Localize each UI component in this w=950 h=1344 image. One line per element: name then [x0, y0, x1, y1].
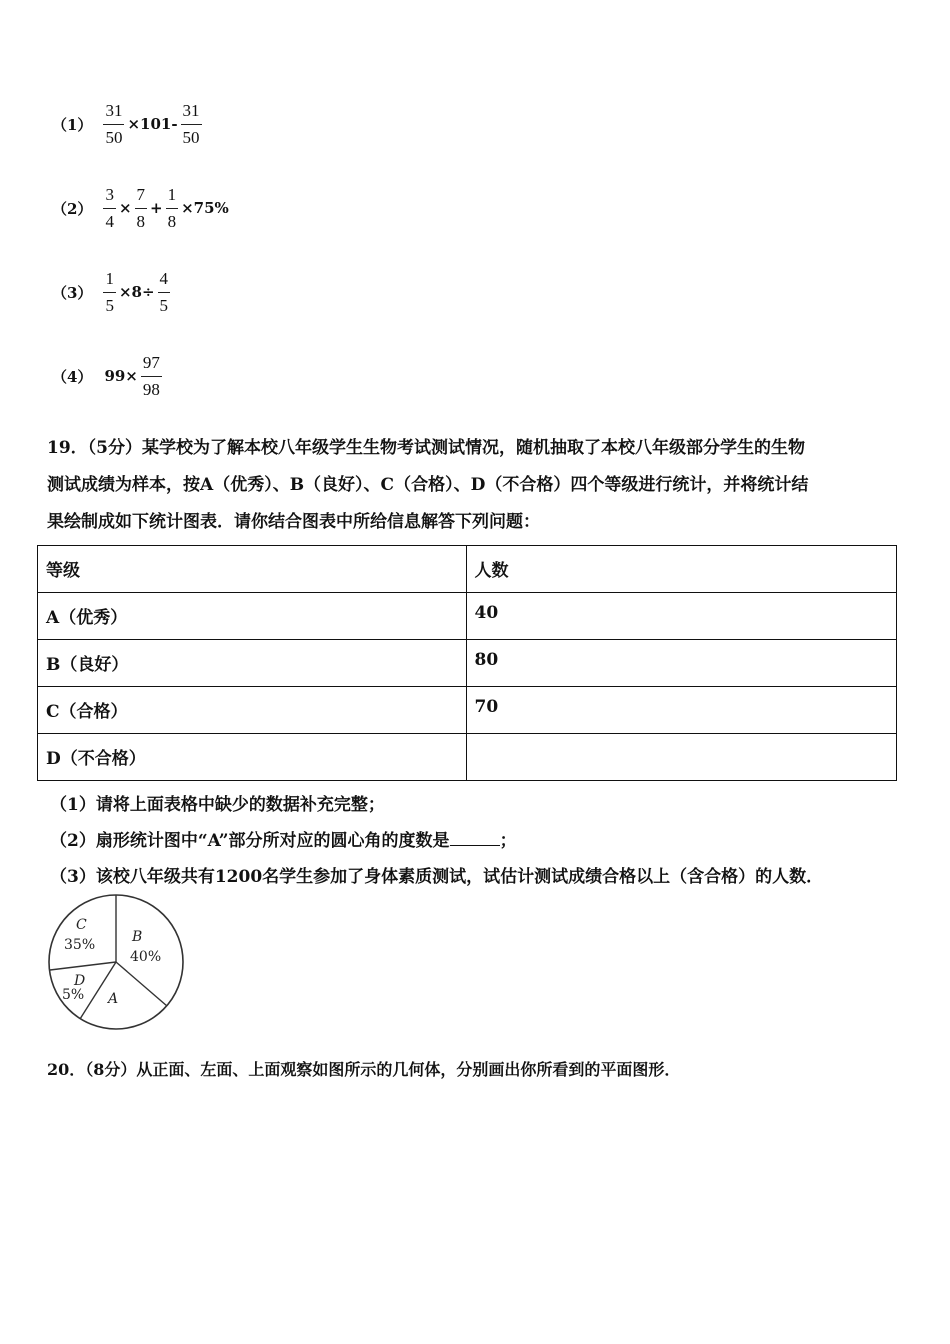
problem-3-label: （3）	[52, 283, 93, 302]
fraction: $\frac{1}{8}$	[167, 185, 177, 231]
sub-question-2-text: （2）扇形统计图中“A”部分所对应的圆心角的度数是	[50, 831, 450, 851]
pie-chart	[44, 893, 189, 1038]
pie-label-d: D	[74, 973, 86, 989]
fraction: $\frac{1}{5}$	[105, 269, 114, 315]
problem-2	[52, 186, 231, 230]
operator: +	[150, 199, 163, 217]
problem-4-label: （4）	[52, 367, 93, 386]
pie-pct-c: 35%	[64, 937, 96, 953]
question-19-line-2: 测试成绩为样本，按A（优秀）、B（良好）、C（合格）、D（不合格）四个等级进行统计，并将统计结	[47, 475, 809, 495]
table-cell: 70	[466, 687, 897, 734]
fraction: $\frac{4}{5}$	[159, 269, 169, 315]
problem-2-label: （2）	[52, 199, 93, 218]
pie-label-a: A	[108, 991, 119, 1007]
pie-pct-d: 5%	[62, 987, 85, 1003]
fraction: $\frac{97}{98}$	[142, 353, 160, 399]
question-20-text: 20．（8分）从正面、左面、上面观察如图所示的几何体，分别画出你所看到的平面图形．	[47, 1060, 681, 1079]
table-header: 等级	[38, 546, 467, 593]
table-header: 人数	[466, 546, 897, 593]
fraction: $\frac{31}{50}$	[105, 101, 123, 147]
operator: ×101-	[127, 115, 178, 133]
fraction: $\frac{31}{50}$	[182, 101, 200, 147]
operator: ×75%	[181, 199, 229, 217]
table-cell: B（良好）	[38, 640, 467, 687]
table-row	[38, 640, 897, 687]
table-row	[38, 734, 897, 781]
pie-label-c: C	[76, 917, 87, 933]
question-19-line-1: 19．（5分）某学校为了解本校八年级学生生物考试测试情况，随机抽取了本校八年级部分学生的生物	[47, 438, 805, 458]
table-cell: A（优秀）	[38, 593, 467, 640]
table-row	[38, 593, 897, 640]
pie-label-b: B	[132, 929, 143, 945]
operator: ×8÷	[118, 283, 155, 301]
fraction: $\frac{3}{4}$	[105, 185, 114, 231]
table-cell	[466, 734, 897, 781]
problem-1-label: （1）	[52, 115, 93, 134]
table-header-row	[38, 546, 897, 593]
grade-table	[37, 545, 897, 781]
table-cell: 40	[466, 593, 897, 640]
operator: 99×	[104, 367, 138, 385]
sub-question-1: （1）请将上面表格中缺少的数据补充完整；	[50, 795, 385, 815]
question-19-text	[47, 430, 917, 541]
answer-blank	[450, 829, 500, 846]
question-19-line-3: 果绘制成如下统计图表．请你结合图表中所给信息解答下列问题：	[47, 512, 540, 532]
pie-pct-b: 40%	[130, 949, 162, 965]
fraction: $\frac{7}{8}$	[136, 185, 146, 231]
sub-question-2-end: ；	[499, 831, 517, 851]
table-cell: C（合格）	[38, 687, 467, 734]
table-row	[38, 687, 897, 734]
table-cell: D（不合格）	[38, 734, 467, 781]
table-cell: 80	[466, 640, 897, 687]
sub-question-3: （3）该校八年级共有1200名学生参加了身体素质测试，试估计测试成绩合格以上（含合格）的人数．	[50, 867, 824, 887]
operator: ×	[118, 199, 132, 217]
problem-4	[52, 354, 163, 398]
problem-1	[52, 102, 203, 146]
problem-3	[52, 270, 171, 314]
sub-question-2	[50, 826, 517, 851]
